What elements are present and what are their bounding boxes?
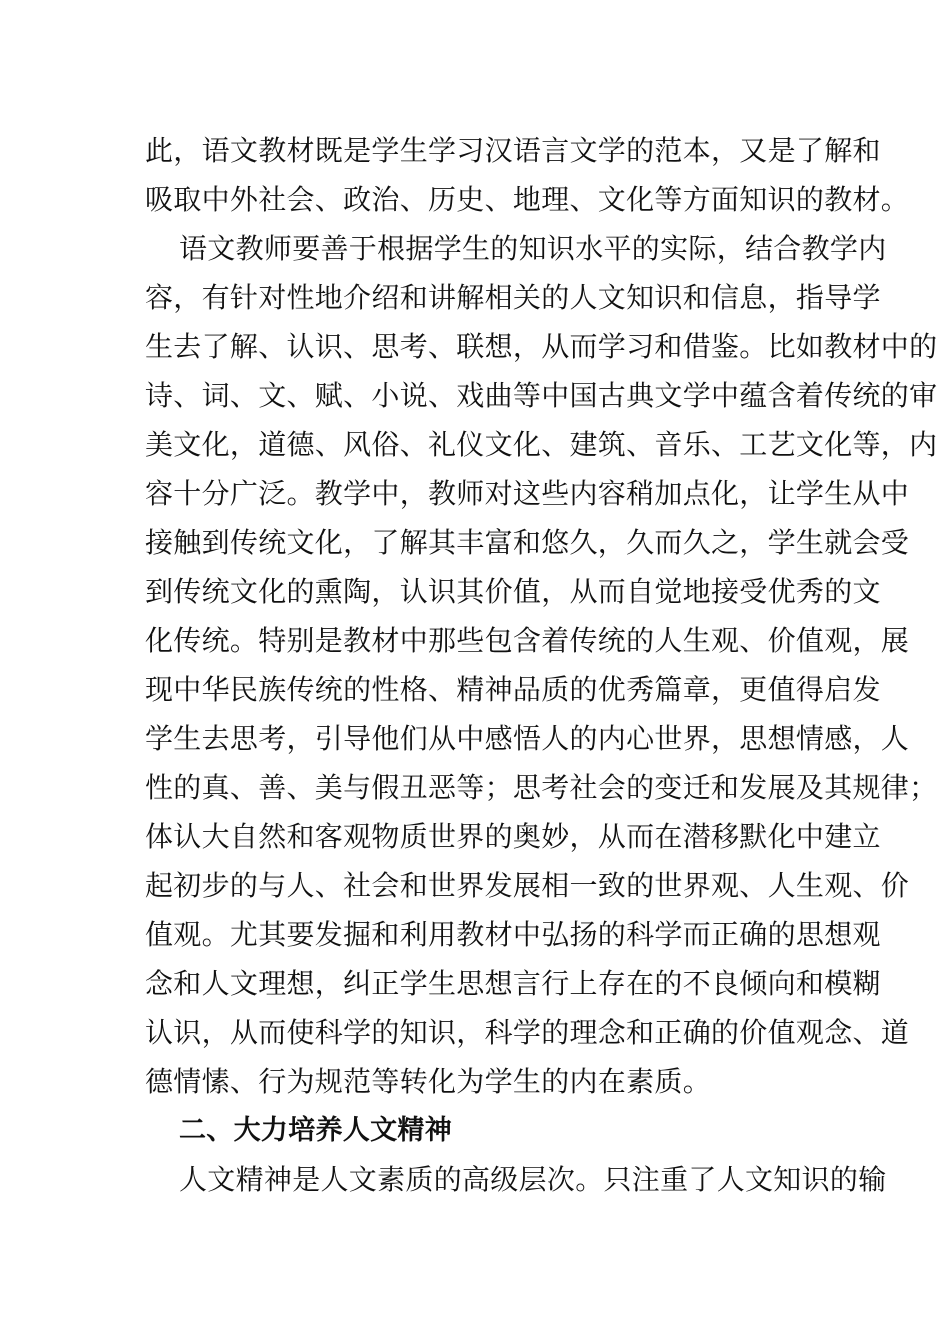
text-line: 性的真、善、美与假丑恶等；思考社会的变迁和发展及其规律； xyxy=(145,771,938,804)
text-line: 现中华民族传统的性格、精神品质的优秀篇章，更值得启发 xyxy=(145,673,881,706)
text-line: 德情愫、行为规范等转化为学生的内在素质。 xyxy=(145,1065,712,1098)
section-heading: 二、大力培养人文精神 xyxy=(179,1115,452,1146)
text-line: 认识，从而使科学的知识，科学的理念和正确的价值观念、道 xyxy=(145,1016,910,1049)
text-line: 接触到传统文化，了解其丰富和悠久，久而久之，学生就会受 xyxy=(145,526,910,559)
document-body xyxy=(145,126,938,1204)
text-line: 体认大自然和客观物质世界的奥妙，从而在潜移默化中建立 xyxy=(145,820,881,853)
section xyxy=(145,1106,825,1155)
text-line: 此，语文教材既是学生学习汉语言文学的范本，又是了解和 xyxy=(145,134,881,167)
paragraph xyxy=(145,224,938,1106)
text-line: 吸取中外社会、政治、历史、地理、文化等方面知识的教材。 xyxy=(145,183,910,216)
text-line: 值观。尤其要发掘和利用教材中弘扬的科学而正确的思想观 xyxy=(145,918,881,951)
text-line: 容十分广泛。教学中，教师对这些内容稍加点化，让学生从中 xyxy=(145,477,910,510)
text-line: 化传统。特别是教材中那些包含着传统的人生观、价值观，展 xyxy=(145,624,910,657)
paragraph xyxy=(145,126,910,224)
text-line: 学生去思考，引导他们从中感悟人的内心世界，思想情感，人 xyxy=(145,722,910,755)
text-line: 诗、词、文、赋、小说、戏曲等中国古典文学中蕴含着传统的审 xyxy=(145,379,938,412)
text-line: 生去了解、认识、思考、联想，从而学习和借鉴。比如教材中的 xyxy=(145,330,938,363)
text-line: 到传统文化的熏陶，认识其价值，从而自觉地接受优秀的文 xyxy=(145,575,881,608)
paragraph xyxy=(145,1155,887,1204)
text-line: 念和人文理想，纠正学生思想言行上存在的不良倾向和模糊 xyxy=(145,967,881,1000)
text-line: 容，有针对性地介绍和讲解相关的人文知识和信息，指导学 xyxy=(145,281,881,314)
text-line: 人文精神是人文素质的高级层次。只注重了人文知识的输 xyxy=(179,1163,887,1196)
text-line: 语文教师要善于根据学生的知识水平的实际，结合教学内 xyxy=(179,232,887,265)
text-line: 起初步的与人、社会和世界发展相一致的世界观、人生观、价 xyxy=(145,869,910,902)
text-line: 美文化，道德、风俗、礼仪文化、建筑、音乐、工艺文化等，内 xyxy=(145,428,938,461)
